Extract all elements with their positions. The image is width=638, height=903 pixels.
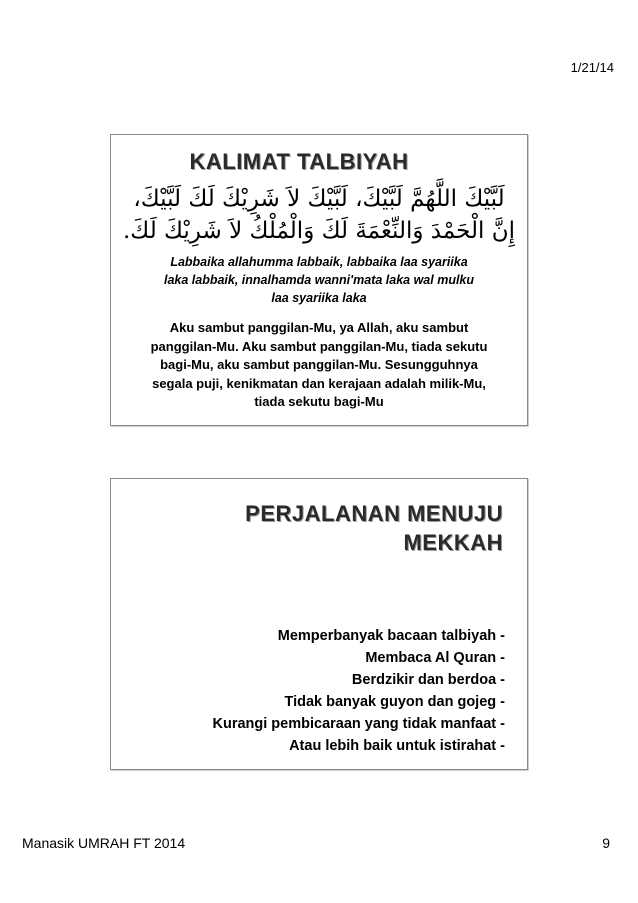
list-item: Kurangi pembicaraan yang tidak manfaat - (212, 716, 505, 732)
list-item: Membaca Al Quran - (365, 650, 505, 666)
arabic-line: إِنَّ الْحَمْدَ وَالنِّعْمَةَ لَكَ وَالْمُلْكُ لاَ شَرِيْكَ لَكَ. (123, 218, 515, 244)
transliteration (111, 253, 527, 307)
slide2-title (111, 499, 503, 557)
list-item: Memperbanyak bacaan talbiyah - (277, 628, 505, 644)
transliteration-line: laa syariika laka (271, 291, 367, 305)
arabic-talbiyah (111, 183, 527, 247)
slide2-title-line: MEKKAH (403, 530, 503, 555)
page-number: 9 (602, 835, 610, 851)
footer-title: Manasik UMRAH FT 2014 (22, 835, 186, 851)
slide-kalimat-talbiyah (110, 134, 528, 426)
print-date: 1/21/14 (570, 60, 614, 75)
list-item: Atau lebih baik untuk istirahat - (289, 738, 505, 754)
transliteration-line: laka labbaik, innalhamda wanni'mata laka wal mulku (163, 273, 475, 287)
slide-perjalanan-menuju-mekkah (110, 478, 528, 770)
meaning-text (111, 319, 527, 412)
meaning-line: segala puji, kenikmatan dan kerajaan adalah milik-Mu, (152, 375, 486, 391)
arabic-line: لَبَّيْكَ اللَّهُمَّ لَبَّيْكَ، لَبَّيْكَ لاَ شَرِيْكَ لَكَ لَبَّيْكَ، (133, 186, 505, 212)
slide2-title-line: PERJALANAN MENUJU (245, 501, 503, 526)
slide1-title: KALIMAT TALBIYAH (189, 149, 409, 174)
transliteration-line: Labbaika allahumma labbaik, labbaika laa syariika (170, 255, 468, 269)
list-item: Berdzikir dan berdoa - (351, 672, 505, 688)
meaning-line: Aku sambut panggilan-Mu, ya Allah, aku sambut (169, 320, 469, 335)
journey-list (213, 625, 506, 757)
meaning-line: tiada sekutu bagi-Mu (254, 394, 384, 409)
meaning-line: panggilan-Mu. Aku sambut panggilan-Mu, tiada sekutu (150, 338, 488, 354)
meaning-line: bagi-Mu, aku sambut panggilan-Mu. Sesungguhnya (160, 357, 478, 372)
list-item: Tidak banyak guyon dan gojeg - (284, 694, 505, 710)
